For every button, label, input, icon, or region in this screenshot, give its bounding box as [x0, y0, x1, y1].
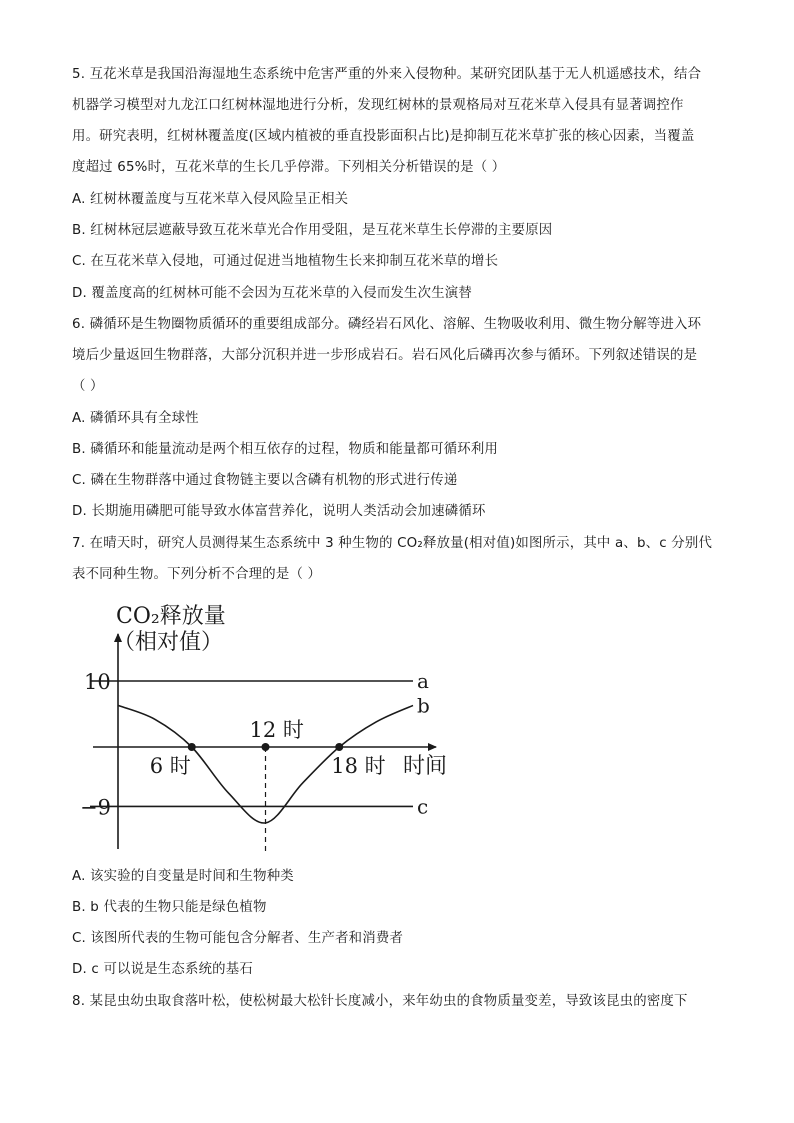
- q8-stem-line-1: 8. 某昆虫幼虫取食落叶松，使松树最大松针长度减小，来年幼虫的食物质量变差，导致该昆虫的密度下: [72, 994, 688, 1009]
- q7-option-a: A. 该实验的自变量是时间和生物种类: [72, 869, 294, 884]
- q6-option-a: A. 磷循环具有全球性: [72, 411, 199, 426]
- q7-stem-line-1: 7. 在晴天时，研究人员测得某生态系统中 3 种生物的 CO₂释放量(相对值)如图所示，其中 a、b、c 分别代: [72, 536, 713, 551]
- q6-stem-line-3: （ ）: [72, 379, 104, 394]
- co2-release-chart: [78, 596, 478, 858]
- q5-option-b: B. 红树林冠层遮蔽导致互花米草光合作用受阻，是互花米草生长停滞的主要原因: [72, 223, 553, 238]
- crossing-point: [188, 743, 196, 751]
- crossing-point: [335, 743, 343, 751]
- series-label-c: c: [417, 794, 429, 819]
- q7-option-c: C. 该图所代表的生物可能包含分解者、生产者和消费者: [72, 931, 404, 946]
- series-label-a: a: [417, 669, 429, 693]
- y-axis-unit: （相对值）: [113, 630, 224, 655]
- x-tick-label: 6 时: [149, 754, 191, 778]
- x-tick-label: 18 时: [331, 754, 386, 778]
- q6-option-d: D. 长期施用磷肥可能导致水体富营养化，说明人类活动会加速磷循环: [72, 504, 486, 519]
- q6-option-b: B. 磷循环和能量流动是两个相互依存的过程，物质和能量都可循环利用: [72, 442, 499, 457]
- q6-option-c: C. 磷在生物群落中通过食物链主要以含磷有机物的形式进行传递: [72, 473, 458, 488]
- q7-option-b: B. b 代表的生物只能是绿色植物: [72, 900, 267, 915]
- q5-stem-line-4: 度超过 65%时，互花米草的生长几乎停滞。下列相关分析错误的是（ ）: [72, 160, 506, 175]
- y-tick-label: 10: [84, 670, 111, 694]
- q6-stem-line-1: 6. 磷循环是生物圈物质循环的重要组成部分。磷经岩石风化、溶解、生物吸收利用、微生物分解等进入环: [72, 317, 702, 332]
- q7-stem-line-2: 表不同种生物。下列分析不合理的是（ ）: [72, 567, 322, 582]
- q5-stem-line-1: 5. 互花米草是我国沿海湿地生态系统中危害严重的外来入侵物种。某研究团队基于无人机遥感技术，结合: [72, 67, 702, 82]
- x-tick-label: 12 时: [249, 718, 304, 742]
- y-axis-title: CO₂释放量: [116, 604, 226, 629]
- series-label-b: b: [417, 693, 430, 718]
- q5-option-c: C. 在互花米草入侵地，可通过促进当地植物生长来抑制互花米草的增长: [72, 254, 499, 269]
- q6-stem-line-2: 境后少量返回生物群落，大部分沉积并进一步形成岩石。岩石风化后磷再次参与循环。下列叙述错误的是: [72, 348, 698, 363]
- q7-option-d: D. c 可以说是生态系统的基石: [72, 962, 253, 977]
- q5-option-a: A. 红树林覆盖度与互花米草入侵风险呈正相关: [72, 192, 349, 207]
- y-tick-label: −9: [80, 795, 111, 820]
- x-axis-title: 时间: [403, 754, 448, 779]
- q5-stem-line-2: 机器学习模型对九龙江口红树林湿地进行分析，发现红树林的景观格局对互花米草入侵具有显著调控作: [72, 98, 684, 113]
- q5-stem-line-3: 用。研究表明，红树林覆盖度(区域内植被的垂直投影面积占比)是抑制互花米草扩张的核心因素，当覆盖: [72, 129, 695, 144]
- q5-option-d: D. 覆盖度高的红树林可能不会因为互花米草的入侵而发生次生演替: [72, 286, 472, 301]
